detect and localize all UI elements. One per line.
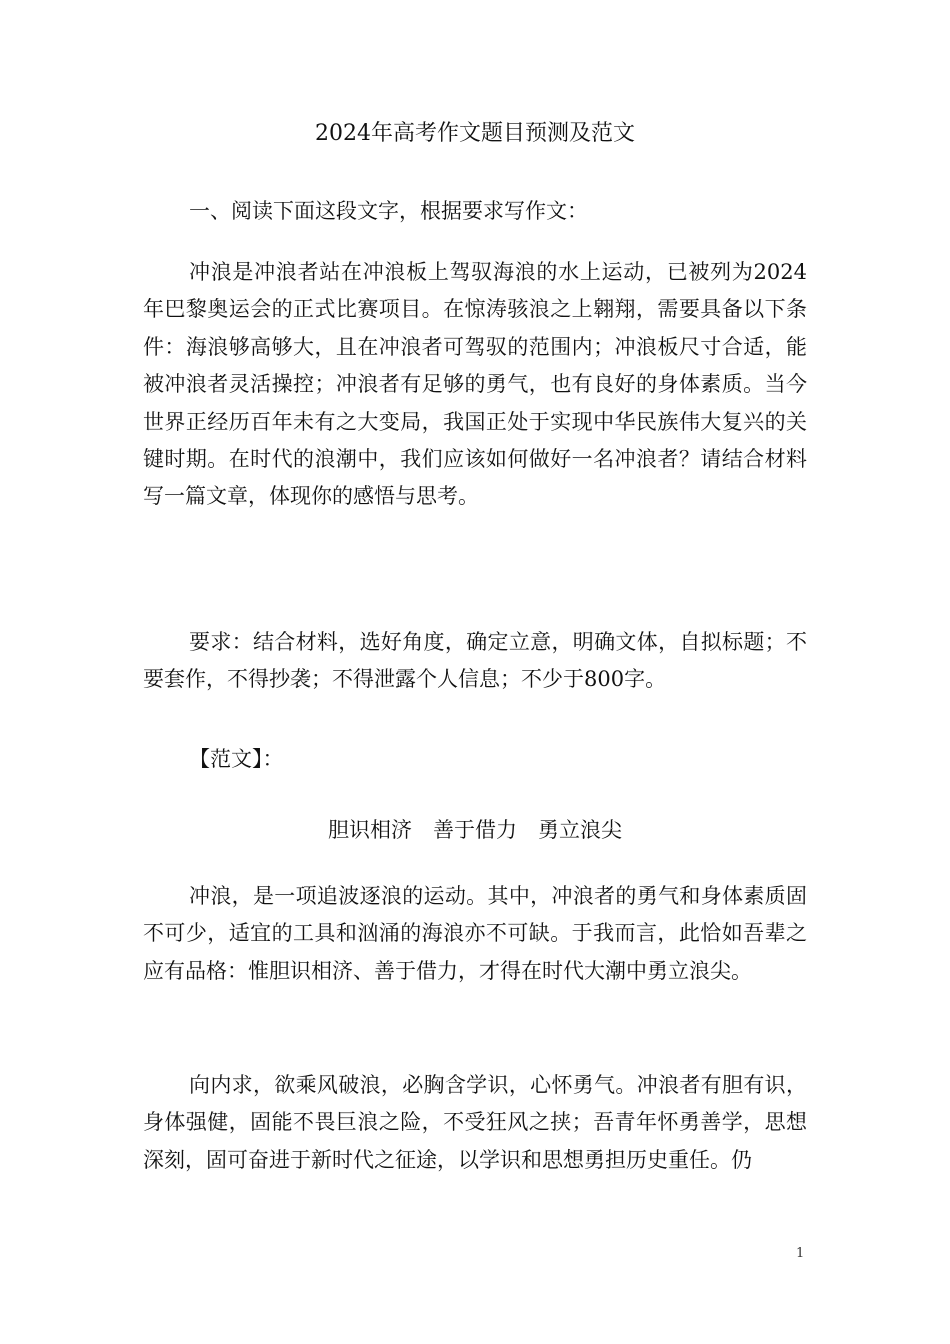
requirements-paragraph: 要求：结合材料，选好角度，确定立意，明确文体，自拟标题；不要套作，不得抄袭；不得泄露个人信息；不少于800字。 <box>143 630 807 692</box>
page-number: 1 <box>796 1246 805 1261</box>
material-paragraph: 冲浪是冲浪者站在冲浪板上驾驭海浪的水上运动，已被列为2024年巴黎奥运会的正式比赛项目。在惊涛骇浪之上翱翔，需要具备以下条件：海浪够高够大，且在冲浪者可驾驭的范围内；冲浪板尺寸合适，能被冲浪者灵活操控；冲浪者有足够的勇气，也有良好的身体素质。当今世界正经历百年未有之大变局，我国正处于实现中华民族伟大复兴的关键时期。在时代的浪潮中，我们应该如何做好一名冲浪者？请结合材料写一篇文章，体现你的感悟与思考。 <box>143 260 807 509</box>
essay-paragraph: 向内求，欲乘风破浪，必胸含学识，心怀勇气。冲浪者有胆有识，身体强健，固能不畏巨浪之险，不受狂风之挟；吾青年怀勇善学，思想深刻，固可奋进于新时代之征途，以学识和思想勇担历史重任。仍 <box>143 1073 807 1172</box>
essay-title: 胆识相济 善于借力 勇立浪尖 <box>328 818 622 842</box>
essay-paragraph: 冲浪，是一项追波逐浪的运动。其中，冲浪者的勇气和身体素质固不可少，适宜的工具和汹涌的海浪亦不可缺。于我而言，此恰如吾辈之应有品格：惟胆识相济、善于借力，才得在时代大潮中勇立浪尖。 <box>143 884 807 983</box>
sample-essay-label: 【范文】： <box>189 747 284 771</box>
document-title: 2024年高考作文题目预测及范文 <box>315 121 635 146</box>
section-heading: 一、阅读下面这段文字，根据要求写作文： <box>189 199 588 223</box>
